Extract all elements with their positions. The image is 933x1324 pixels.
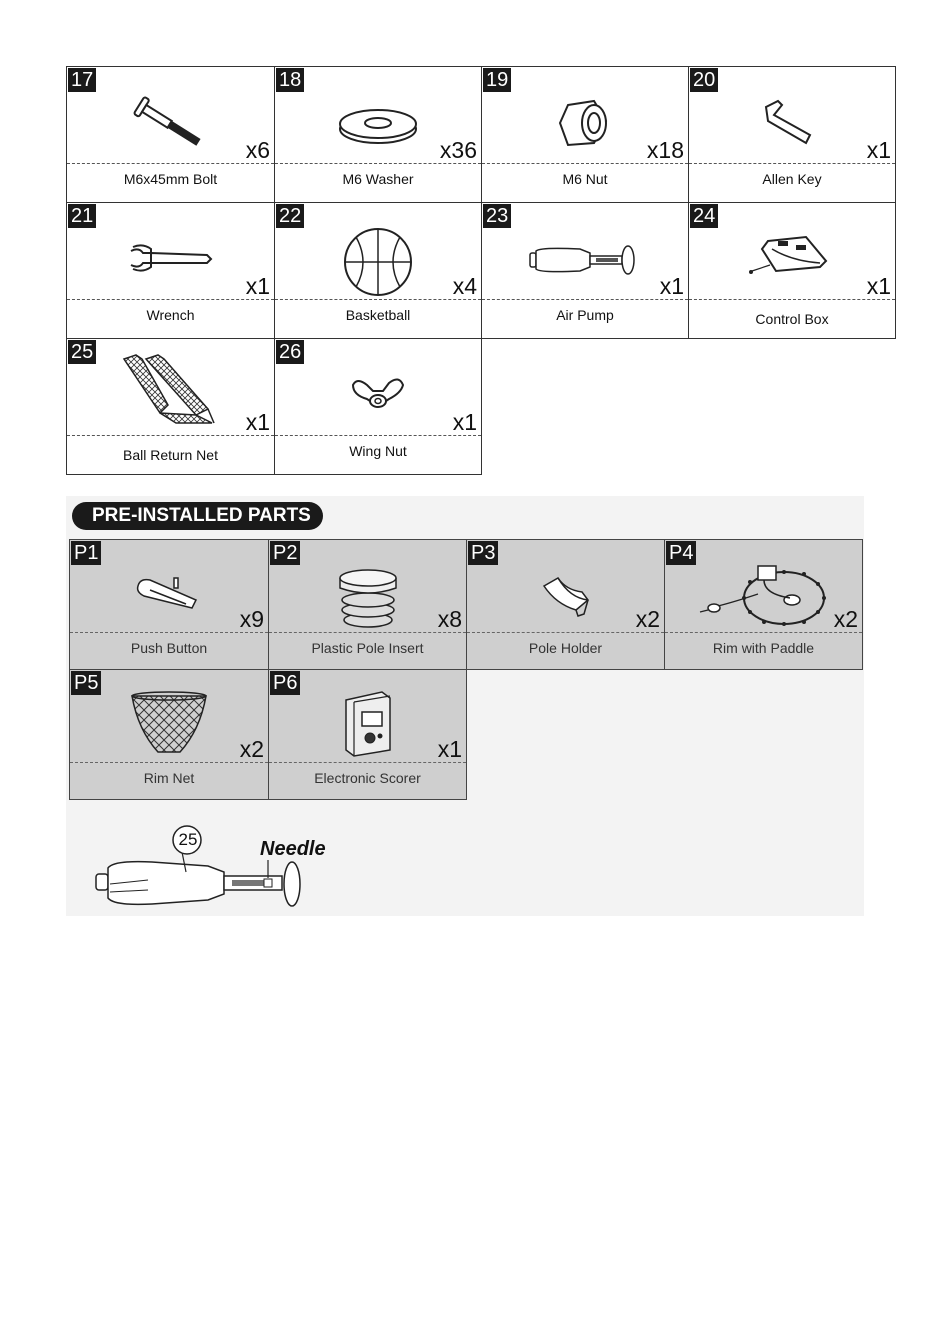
divider xyxy=(665,632,862,633)
part-label: M6x45mm Bolt xyxy=(123,171,218,187)
part-label: Wing Nut xyxy=(349,443,407,459)
part-label: Allen Key xyxy=(762,171,822,187)
part-quantity: x1 xyxy=(452,409,477,435)
pre-installed-title: PRE-INSTALLED PARTS xyxy=(72,502,323,530)
part-card-24 xyxy=(688,202,896,339)
part-number: 22 xyxy=(276,204,304,228)
part-label: Basketball xyxy=(345,307,411,323)
part-quantity: x18 xyxy=(646,137,684,163)
part-card-17 xyxy=(66,66,275,203)
part-label: Electronic Scorer xyxy=(314,770,421,786)
part-card-18 xyxy=(274,66,482,203)
divider xyxy=(269,632,466,633)
divider xyxy=(689,299,895,300)
part-quantity: x1 xyxy=(245,273,270,299)
air-pump-needle-icon xyxy=(92,822,332,916)
pole-insert-icon xyxy=(269,562,466,632)
part-card-22 xyxy=(274,202,482,339)
divider xyxy=(67,299,274,300)
divider xyxy=(67,163,274,164)
part-number: 18 xyxy=(276,68,304,92)
ball-return-net-icon xyxy=(67,353,274,431)
part-quantity: x4 xyxy=(452,273,477,299)
part-quantity: x8 xyxy=(437,606,462,632)
divider xyxy=(275,435,481,436)
part-number: 25 xyxy=(68,340,96,364)
part-quantity: x1 xyxy=(866,273,891,299)
divider xyxy=(70,762,268,763)
part-number: 21 xyxy=(68,204,96,228)
divider xyxy=(70,632,268,633)
part-label: Rim Net xyxy=(143,770,195,786)
part-label: Ball Return Net xyxy=(123,447,218,463)
part-number: 19 xyxy=(483,68,511,92)
divider xyxy=(275,299,481,300)
part-quantity: x2 xyxy=(239,736,264,762)
part-label: Rim with Paddle xyxy=(712,640,815,656)
needle-label: Needle xyxy=(260,838,326,860)
pre-part-card-p4 xyxy=(664,539,863,670)
divider xyxy=(67,435,274,436)
callout-number: 25 xyxy=(178,830,198,849)
part-number: 26 xyxy=(276,340,304,364)
part-label: Control Box xyxy=(755,311,829,327)
part-card-20 xyxy=(688,66,896,203)
part-number: 20 xyxy=(690,68,718,92)
part-label: M6 Washer xyxy=(342,171,414,187)
divider xyxy=(482,163,688,164)
part-label: Pole Holder xyxy=(528,640,603,656)
part-number: P2 xyxy=(270,541,300,565)
part-number: 23 xyxy=(483,204,511,228)
part-quantity: x2 xyxy=(635,606,660,632)
air-pump-icon xyxy=(482,227,688,295)
part-card-21 xyxy=(66,202,275,339)
push-button-icon xyxy=(70,564,268,632)
divider xyxy=(269,762,466,763)
part-number: P6 xyxy=(270,671,300,695)
part-quantity: x9 xyxy=(239,606,264,632)
part-quantity: x1 xyxy=(245,409,270,435)
part-label: Push Button xyxy=(130,640,208,656)
divider xyxy=(689,163,895,164)
wrench-icon xyxy=(67,227,274,295)
part-quantity: x1 xyxy=(659,273,684,299)
part-number: 24 xyxy=(690,204,718,228)
divider xyxy=(275,163,481,164)
allen-key-icon xyxy=(689,91,895,159)
part-quantity: x36 xyxy=(439,137,477,163)
basketball-icon xyxy=(275,227,481,295)
part-number: P3 xyxy=(468,541,498,565)
part-card-23 xyxy=(481,202,689,339)
pole-holder-icon xyxy=(467,564,664,632)
pre-part-card-p2 xyxy=(268,539,467,670)
part-card-26 xyxy=(274,338,482,475)
part-label: Plastic Pole Insert xyxy=(311,640,424,656)
pre-part-card-p1 xyxy=(69,539,269,670)
part-number: P5 xyxy=(71,671,101,695)
pre-part-card-p6 xyxy=(268,669,467,800)
pre-part-card-p3 xyxy=(466,539,665,670)
part-number: 17 xyxy=(68,68,96,92)
pre-part-card-p5 xyxy=(69,669,269,800)
part-number: P1 xyxy=(71,541,101,565)
divider xyxy=(482,299,688,300)
rim-net-icon xyxy=(70,690,268,762)
bolt-icon xyxy=(67,91,274,159)
electronic-scorer-icon xyxy=(269,684,466,764)
rim-paddle-icon xyxy=(665,554,862,634)
part-quantity: x1 xyxy=(437,736,462,762)
divider xyxy=(467,632,664,633)
part-label: Wrench xyxy=(146,307,195,323)
part-number: P4 xyxy=(666,541,696,565)
part-label: Air Pump xyxy=(556,307,614,323)
wing-nut-icon xyxy=(275,363,481,431)
part-card-19 xyxy=(481,66,689,203)
part-card-25 xyxy=(66,338,275,475)
part-quantity: x6 xyxy=(245,137,270,163)
part-label: M6 Nut xyxy=(562,171,608,187)
part-quantity: x1 xyxy=(866,137,891,163)
control-box-icon xyxy=(689,227,895,295)
part-quantity: x2 xyxy=(833,606,858,632)
